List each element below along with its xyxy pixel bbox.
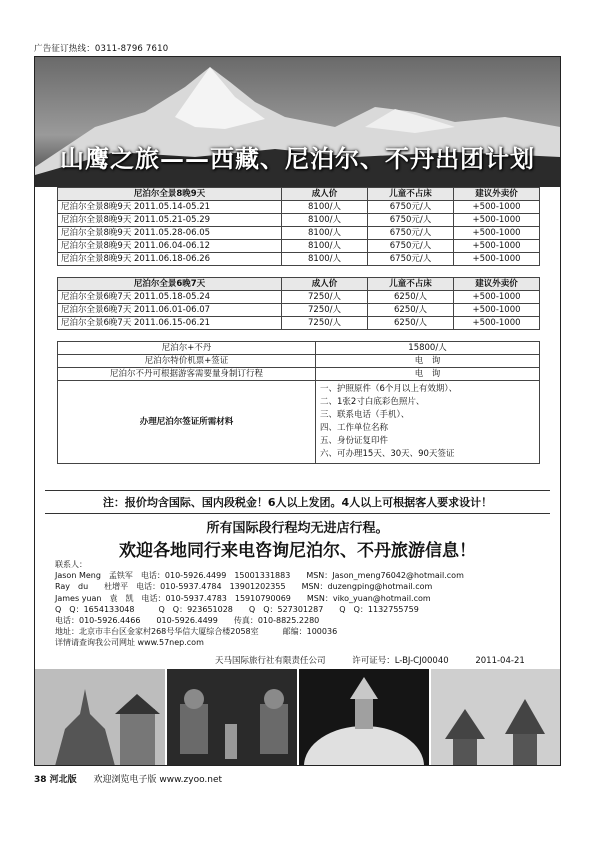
extras-visa-table — [57, 341, 540, 464]
contact-line: 电话：010-5926.4466 010-5926.4499 传真：010-8825.2280 — [55, 616, 320, 626]
license-number: 许可证号：L-BJ-CJ00040 — [352, 656, 449, 666]
visa-requirements — [316, 381, 540, 464]
page-number: 38 河北版 — [34, 775, 77, 785]
contact-line: James yuan 袁 凯 电话：010-5937.4783 15910790069 MSN：viko_yuan@hotmail.com — [55, 593, 431, 603]
contact-line: 详情请查询我公司网址 www.57nep.com — [55, 638, 204, 648]
issue-date: 2011-04-21 — [475, 656, 525, 666]
visa-row — [58, 381, 540, 464]
list-item: 三、联系电话（手机）、 — [320, 410, 410, 420]
table-row: 尼泊尔全景6晚7天 2011.06.15-06.21 7250/人 6250/人 +500-1000 — [58, 317, 540, 330]
company-footer — [215, 654, 549, 666]
table-row: 尼泊尔全景8晚9天 2011.05.21-05.29 8100/人 6750元/人 +500-1000 — [58, 214, 540, 227]
no-shopping-banner: 所有国际段行程均无进店行程。 — [206, 521, 389, 536]
table-header: 尼泊尔全景8晚9天 成人价 儿童不占床 建议外卖价 — [58, 188, 540, 201]
table-row: 尼泊尔全景6晚7天 2011.05.18-05.24 7250/人 6250/人 +500-1000 — [58, 291, 540, 304]
table-row: 尼泊尔不丹可根据游客需要量身制订行程 电 询 — [58, 368, 540, 381]
price-note: 注：报价均含国际、国内段税金！6人以上发团。4人以上可根据客人要求设计！ — [45, 490, 550, 514]
table-row: 尼泊尔全景8晚9天 2011.05.28-06.05 8100/人 6750元/人 +500-1000 — [58, 227, 540, 240]
advertisement-panel — [34, 56, 561, 766]
contact-block — [55, 559, 550, 649]
welcome-banner: 欢迎各地同行来电咨询尼泊尔、不丹旅游信息！ — [119, 541, 476, 561]
list-item: 一、护照原件（6个月以上有效期）、 — [320, 384, 458, 394]
table-row: 尼泊尔全景8晚9天 2011.06.18-06.26 8100/人 6750元/人 +500-1000 — [58, 253, 540, 266]
visa-label: 办理尼泊尔签证所需材料 — [58, 381, 316, 464]
nepal-9day-table — [57, 187, 540, 266]
page-footer — [34, 772, 222, 785]
company-name: 天马国际旅行社有限责任公司 — [215, 656, 326, 666]
table-row: 尼泊尔全景8晚9天 2011.05.14-05.21 8100/人 6750元/人 +500-1000 — [58, 201, 540, 214]
contact-label: 联系人： — [55, 560, 87, 569]
price-tables — [57, 187, 539, 464]
nepal-7day-table — [57, 277, 540, 330]
list-item: 二、1张2寸白底彩色照片、 — [320, 397, 425, 407]
contact-line: Ray du 杜增平 电话：010-5937.4784 13901202355 MSN：duzengping@hotmail.com — [55, 582, 433, 592]
list-item: 五、身份证复印件 — [320, 436, 389, 446]
site-link[interactable]: 欢迎浏览电子版 www.zyoo.net — [93, 775, 223, 785]
contact-line: 地址：北京市丰台区金家村268号华信大厦综合楼2058室 邮编：100036 — [55, 627, 338, 637]
table-header: 尼泊尔全景6晚7天 成人价 儿童不占床 建议外卖价 — [58, 278, 540, 291]
table-row: 尼泊尔+不丹 15800/人 — [58, 342, 540, 355]
table-row: 尼泊尔全景8晚9天 2011.06.04-06.12 8100/人 6750元/人 +500-1000 — [58, 240, 540, 253]
contact-line: Jason Meng 孟铁军 电话：010-5926.4499 15001331883 MSN：Jason_meng76042@hotmail.com — [55, 571, 464, 581]
hero-title: 山鹰之旅——西藏、尼泊尔、不丹出团计划 — [60, 144, 535, 173]
list-item: 四、工作单位名称 — [320, 423, 389, 433]
contact-line: Q Q：1654133048 Q Q：923651028 Q Q：527301287 Q Q：1132755759 — [55, 604, 419, 614]
table-row: 尼泊尔特价机票+签证 电 询 — [58, 355, 540, 368]
ad-hotline: 广告征订热线：0311-8796 7610 — [34, 44, 169, 54]
list-item: 六、可办理15天、30天、90天签证 — [320, 449, 455, 459]
table-row: 尼泊尔全景6晚7天 2011.06.01-06.07 7250/人 6250/人 +500-1000 — [58, 304, 540, 317]
photo-strip — [35, 669, 560, 766]
